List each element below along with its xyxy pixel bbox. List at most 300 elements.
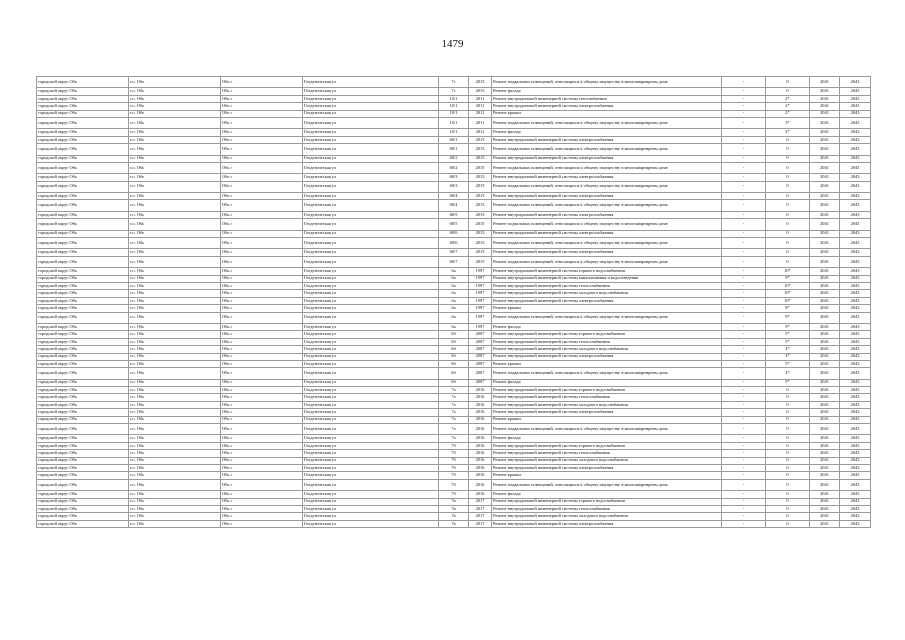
end-year-cell: 2043 [840,117,871,128]
end-year-cell: 2043 [840,424,871,435]
start-year-cell: 2041 [810,442,840,449]
start-year-cell: 2041 [810,256,840,267]
city-cell: Обь г [221,498,303,505]
district-cell: городской округ Обь [37,181,129,192]
count-cell: 0 [766,136,810,143]
start-year-cell: 2041 [810,129,840,136]
street-cell: Геодезическая ул [303,155,439,162]
district-cell: городской округ Обь [37,435,129,442]
district-cell: городской округ Обь [37,211,129,218]
street-cell: Геодезическая ул [303,457,439,464]
house-number-cell: 68/5 [439,211,469,218]
start-year-cell: 2041 [810,238,840,249]
table-row [37,424,871,435]
end-year-cell: 2043 [840,162,871,173]
end-year-cell: 2043 [840,193,871,200]
count-cell: 0 [766,401,810,408]
street-cell: Геодезическая ул [303,498,439,505]
municipality-cell: г.о. Обь [129,77,221,88]
end-year-cell: 2043 [840,353,871,360]
dash-cell: - [722,282,766,289]
district-cell: городской округ Обь [37,249,129,256]
start-year-cell: 2041 [810,435,840,442]
build-year-cell: 2015 [469,211,492,218]
work-type-cell: Ремонт фасада [492,491,722,498]
table-row [37,338,871,345]
table-row [37,353,871,360]
dash-cell: - [722,129,766,136]
house-number-cell: 7б [439,464,469,471]
dash-cell: - [722,442,766,449]
house-number-cell: 10/1 [439,95,469,102]
end-year-cell: 2043 [840,268,871,275]
municipality-cell: г.о. Обь [129,479,221,490]
dash-cell: - [722,230,766,237]
dash-cell: - [722,200,766,211]
house-number-cell: 7а [439,394,469,401]
municipality-cell: г.о. Обь [129,297,221,304]
start-year-cell: 2041 [810,144,840,155]
count-cell: 0 [766,394,810,401]
table-row [37,230,871,237]
build-year-cell: 2015 [469,144,492,155]
work-type-cell: Ремонт подвальных помещений, относящихся к общему имуществу в многоквартирном доме [492,424,722,435]
city-cell: Обь г [221,491,303,498]
work-type-cell: Ремонт внутридомовой инженерной системы теплоснабжения [492,394,722,401]
count-cell: 0 [766,435,810,442]
house-number-cell: 6б [439,379,469,386]
dash-cell: - [722,211,766,218]
house-number-cell: 7в [439,498,469,505]
municipality-cell: г.о. Обь [129,401,221,408]
dash-cell: - [722,435,766,442]
district-cell: городской округ Обь [37,498,129,505]
work-type-cell: Ремонт подвальных помещений, относящихся к общему имуществу в многоквартирном доме [492,77,722,88]
city-cell: Обь г [221,268,303,275]
municipality-cell: г.о. Обь [129,181,221,192]
municipality-cell: г.о. Обь [129,290,221,297]
table-row [37,450,871,457]
build-year-cell: 2015 [469,181,492,192]
house-number-cell: 68/5 [439,219,469,230]
build-year-cell: 2007 [469,338,492,345]
work-type-cell: Ремонт внутридомовой инженерной системы холодного водоснабжения [492,290,722,297]
municipality-cell: г.о. Обь [129,416,221,423]
house-number-cell: 7б [439,450,469,457]
start-year-cell: 2041 [810,360,840,367]
city-cell: Обь г [221,129,303,136]
street-cell: Геодезическая ул [303,77,439,88]
table-row [37,409,871,416]
work-type-cell: Ремонт внутридомовой инженерной системы канализования и водоотведения [492,275,722,282]
work-type-cell: Ремонт внутридомовой инженерной системы электроснабжения [492,211,722,218]
end-year-cell: 2043 [840,230,871,237]
municipality-cell: г.о. Обь [129,129,221,136]
work-type-cell: Ремонт внутридомовой инженерной системы электроснабжения [492,464,722,471]
count-cell: 4* [766,368,810,379]
street-cell: Геодезическая ул [303,346,439,353]
build-year-cell: 1997 [469,290,492,297]
municipality-cell: г.о. Обь [129,305,221,312]
count-cell: 0 [766,387,810,394]
house-number-cell: 7б [439,479,469,490]
table-row [37,346,871,353]
table-row [37,457,871,464]
district-cell: городской округ Обь [37,129,129,136]
district-cell: городской округ Обь [37,394,129,401]
dash-cell: - [722,312,766,323]
end-year-cell: 2043 [840,368,871,379]
city-cell: Обь г [221,472,303,479]
municipality-cell: г.о. Обь [129,103,221,110]
count-cell: 0 [766,479,810,490]
municipality-cell: г.о. Обь [129,379,221,386]
start-year-cell: 2041 [810,491,840,498]
city-cell: Обь г [221,353,303,360]
start-year-cell: 2041 [810,479,840,490]
work-type-cell: Ремонт подвальных помещений, относящихся к общему имуществу в многоквартирном доме [492,162,722,173]
end-year-cell: 2043 [840,513,871,520]
build-year-cell: 2016 [469,409,492,416]
end-year-cell: 2043 [840,181,871,192]
street-cell: Геодезическая ул [303,338,439,345]
district-cell: городской округ Обь [37,442,129,449]
dash-cell: - [722,193,766,200]
house-number-cell: 68/7 [439,256,469,267]
district-cell: городской округ Обь [37,256,129,267]
dash-cell: - [722,331,766,338]
work-type-cell: Ремонт внутридомовой инженерной системы электроснабжения [492,297,722,304]
dash-cell: - [722,181,766,192]
house-number-cell: 6а [439,290,469,297]
count-cell: 0 [766,513,810,520]
municipality-cell: г.о. Обь [129,88,221,95]
city-cell: Обь г [221,181,303,192]
start-year-cell: 2041 [810,323,840,330]
work-type-cell: Ремонт подвальных помещений, относящихся к общему имуществу в многоквартирном доме [492,181,722,192]
city-cell: Обь г [221,394,303,401]
district-cell: городской округ Обь [37,416,129,423]
end-year-cell: 2043 [840,442,871,449]
city-cell: Обь г [221,238,303,249]
start-year-cell: 2041 [810,464,840,471]
district-cell: городской округ Обь [37,117,129,128]
house-number-cell: 7а [439,416,469,423]
table-row [37,290,871,297]
work-type-cell: Ремонт подвальных помещений, относящихся к общему имуществу в многоквартирном доме [492,117,722,128]
table-row [37,368,871,379]
municipality-cell: г.о. Обь [129,368,221,379]
municipality-cell: г.о. Обь [129,424,221,435]
work-type-cell: Ремонт фасада [492,435,722,442]
build-year-cell: 2015 [469,162,492,173]
work-type-cell: Ремонт крыши [492,472,722,479]
street-cell: Геодезическая ул [303,491,439,498]
start-year-cell: 2041 [810,346,840,353]
street-cell: Геодезическая ул [303,230,439,237]
work-type-cell: Ремонт внутридомовой инженерной системы газоснабжения [492,95,722,102]
city-cell: Обь г [221,193,303,200]
start-year-cell: 2041 [810,409,840,416]
district-cell: городской округ Обь [37,368,129,379]
dash-cell: - [722,424,766,435]
municipality-cell: г.о. Обь [129,249,221,256]
build-year-cell: 2007 [469,331,492,338]
district-cell: городской округ Обь [37,144,129,155]
end-year-cell: 2043 [840,387,871,394]
city-cell: Обь г [221,117,303,128]
table-row [37,174,871,181]
city-cell: Обь г [221,401,303,408]
city-cell: Обь г [221,479,303,490]
street-cell: Геодезическая ул [303,479,439,490]
street-cell: Геодезическая ул [303,129,439,136]
start-year-cell: 2041 [810,513,840,520]
start-year-cell: 2041 [810,88,840,95]
city-cell: Обь г [221,136,303,143]
district-cell: городской округ Обь [37,238,129,249]
start-year-cell: 2041 [810,353,840,360]
house-number-cell: 6б [439,368,469,379]
work-type-cell: Ремонт подвальных помещений, относящихся к общему имуществу в многоквартирном доме [492,479,722,490]
build-year-cell: 2015 [469,256,492,267]
municipality-cell: г.о. Обь [129,256,221,267]
work-type-cell: Ремонт внутридомовой инженерной системы холодного водоснабжения [492,513,722,520]
dash-cell: - [722,103,766,110]
end-year-cell: 2043 [840,88,871,95]
table-row [37,110,871,117]
city-cell: Обь г [221,88,303,95]
house-number-cell: 7в [439,520,469,527]
work-type-cell: Ремонт внутридомовой инженерной системы горячего водоснабжения [492,498,722,505]
build-year-cell: 2011 [469,95,492,102]
district-cell: городской округ Обь [37,353,129,360]
build-year-cell: 2011 [469,129,492,136]
municipality-cell: г.о. Обь [129,282,221,289]
start-year-cell: 2041 [810,193,840,200]
municipality-cell: г.о. Обь [129,238,221,249]
table-row [37,323,871,330]
end-year-cell: 2043 [840,275,871,282]
end-year-cell: 2043 [840,401,871,408]
house-number-cell: 6б [439,338,469,345]
house-number-cell: 7б [439,442,469,449]
house-number-cell: 6а [439,282,469,289]
count-cell: 5* [766,331,810,338]
house-number-cell: 7г [439,77,469,88]
city-cell: Обь г [221,450,303,457]
city-cell: Обь г [221,338,303,345]
work-type-cell: Ремонт внутридомовой инженерной системы горячего водоснабжения [492,387,722,394]
build-year-cell: 2016 [469,464,492,471]
city-cell: Обь г [221,464,303,471]
street-cell: Геодезическая ул [303,219,439,230]
build-year-cell: 2015 [469,193,492,200]
start-year-cell: 2041 [810,230,840,237]
end-year-cell: 2043 [840,409,871,416]
table-row [37,211,871,218]
build-year-cell: 2016 [469,442,492,449]
build-year-cell: 1997 [469,297,492,304]
end-year-cell: 2043 [840,129,871,136]
table-row [37,181,871,192]
dash-cell: - [722,144,766,155]
city-cell: Обь г [221,230,303,237]
dash-cell: - [722,110,766,117]
street-cell: Геодезическая ул [303,331,439,338]
end-year-cell: 2043 [840,360,871,367]
city-cell: Обь г [221,174,303,181]
table-row [37,282,871,289]
work-type-cell: Ремонт подвальных помещений, относящихся к общему имуществу в многоквартирном доме [492,368,722,379]
dash-cell: - [722,162,766,173]
count-cell: 8* [766,305,810,312]
build-year-cell: 2016 [469,394,492,401]
count-cell: 0 [766,491,810,498]
build-year-cell: 2016 [469,479,492,490]
table-row [37,155,871,162]
build-year-cell: 2007 [469,379,492,386]
count-cell: 0 [766,155,810,162]
house-number-cell: 10/1 [439,110,469,117]
district-cell: городской округ Обь [37,77,129,88]
end-year-cell: 2043 [840,498,871,505]
count-cell: 2* [766,110,810,117]
table-row [37,312,871,323]
start-year-cell: 2041 [810,275,840,282]
count-cell: 0 [766,219,810,230]
street-cell: Геодезическая ул [303,450,439,457]
street-cell: Геодезическая ул [303,387,439,394]
work-type-cell: Ремонт подвальных помещений, относящихся к общему имуществу в многоквартирном доме [492,219,722,230]
work-type-cell: Ремонт фасада [492,129,722,136]
district-cell: городской округ Обь [37,513,129,520]
table-row [37,498,871,505]
dash-cell: - [722,416,766,423]
city-cell: Обь г [221,144,303,155]
dash-cell: - [722,174,766,181]
work-type-cell: Ремонт внутридомовой инженерной системы электроснабжения [492,353,722,360]
build-year-cell: 2015 [469,155,492,162]
count-cell: 0 [766,505,810,512]
city-cell: Обь г [221,77,303,88]
street-cell: Геодезическая ул [303,312,439,323]
house-number-cell: 68/4 [439,200,469,211]
street-cell: Геодезическая ул [303,256,439,267]
city-cell: Обь г [221,162,303,173]
city-cell: Обь г [221,457,303,464]
end-year-cell: 2043 [840,238,871,249]
work-type-cell: Ремонт крыши [492,110,722,117]
build-year-cell: 1997 [469,323,492,330]
table-row [37,505,871,512]
build-year-cell: 2017 [469,505,492,512]
build-year-cell: 2015 [469,219,492,230]
house-number-cell: 68/7 [439,249,469,256]
count-cell: 9* [766,275,810,282]
build-year-cell: 2016 [469,387,492,394]
end-year-cell: 2043 [840,394,871,401]
street-cell: Геодезическая ул [303,520,439,527]
work-type-cell: Ремонт внутридомовой инженерной системы теплоснабжения [492,338,722,345]
count-cell: 0 [766,409,810,416]
dash-cell: - [722,290,766,297]
work-type-cell: Ремонт внутридомовой инженерной системы холодного водоснабжения [492,401,722,408]
street-cell: Геодезическая ул [303,117,439,128]
start-year-cell: 2041 [810,520,840,527]
work-type-cell: Ремонт внутридомовой инженерной системы электроснабжения [492,230,722,237]
work-type-cell: Ремонт внутридомовой инженерной системы теплоснабжения [492,450,722,457]
municipality-cell: г.о. Обь [129,505,221,512]
street-cell: Геодезическая ул [303,110,439,117]
start-year-cell: 2041 [810,117,840,128]
table-row [37,77,871,88]
start-year-cell: 2041 [810,424,840,435]
start-year-cell: 2041 [810,77,840,88]
municipality-cell: г.о. Обь [129,275,221,282]
work-type-cell: Ремонт внутридомовой инженерной системы электроснабжения [492,520,722,527]
district-cell: городской округ Обь [37,472,129,479]
start-year-cell: 2041 [810,338,840,345]
build-year-cell: 2007 [469,368,492,379]
end-year-cell: 2043 [840,219,871,230]
work-type-cell: Ремонт внутридомовой инженерной системы электроснабжения [492,174,722,181]
dash-cell: - [722,479,766,490]
district-cell: городской округ Обь [37,103,129,110]
table-row [37,103,871,110]
build-year-cell: 2011 [469,117,492,128]
house-number-cell: 68/1 [439,144,469,155]
count-cell: 0 [766,88,810,95]
city-cell: Обь г [221,110,303,117]
district-cell: городской округ Обь [37,424,129,435]
city-cell: Обь г [221,297,303,304]
street-cell: Геодезическая ул [303,211,439,218]
count-cell: 0 [766,457,810,464]
start-year-cell: 2041 [810,110,840,117]
dash-cell: - [722,338,766,345]
work-type-cell: Ремонт внутридомовой инженерной системы электроснабжения [492,193,722,200]
work-type-cell: Ремонт внутридомовой инженерной системы электроснабжения [492,409,722,416]
build-year-cell: 2007 [469,353,492,360]
street-cell: Геодезическая ул [303,181,439,192]
end-year-cell: 2043 [840,323,871,330]
city-cell: Обь г [221,331,303,338]
house-number-cell: 6а [439,323,469,330]
house-number-cell: 68/2 [439,155,469,162]
table-row [37,479,871,490]
house-number-cell: 6а [439,297,469,304]
street-cell: Геодезическая ул [303,323,439,330]
district-cell: городской округ Обь [37,323,129,330]
city-cell: Обь г [221,346,303,353]
district-cell: городской округ Обь [37,88,129,95]
table-row [37,513,871,520]
build-year-cell: 1997 [469,275,492,282]
page-number: 1479 [441,38,464,50]
work-type-cell: Ремонт фасада [492,379,722,386]
start-year-cell: 2041 [810,331,840,338]
start-year-cell: 2041 [810,219,840,230]
table-row [37,379,871,386]
municipality-cell: г.о. Обь [129,117,221,128]
municipality-cell: г.о. Обь [129,136,221,143]
city-cell: Обь г [221,95,303,102]
municipality-cell: г.о. Обь [129,312,221,323]
start-year-cell: 2041 [810,174,840,181]
house-number-cell: 7в [439,513,469,520]
count-cell: 0 [766,472,810,479]
